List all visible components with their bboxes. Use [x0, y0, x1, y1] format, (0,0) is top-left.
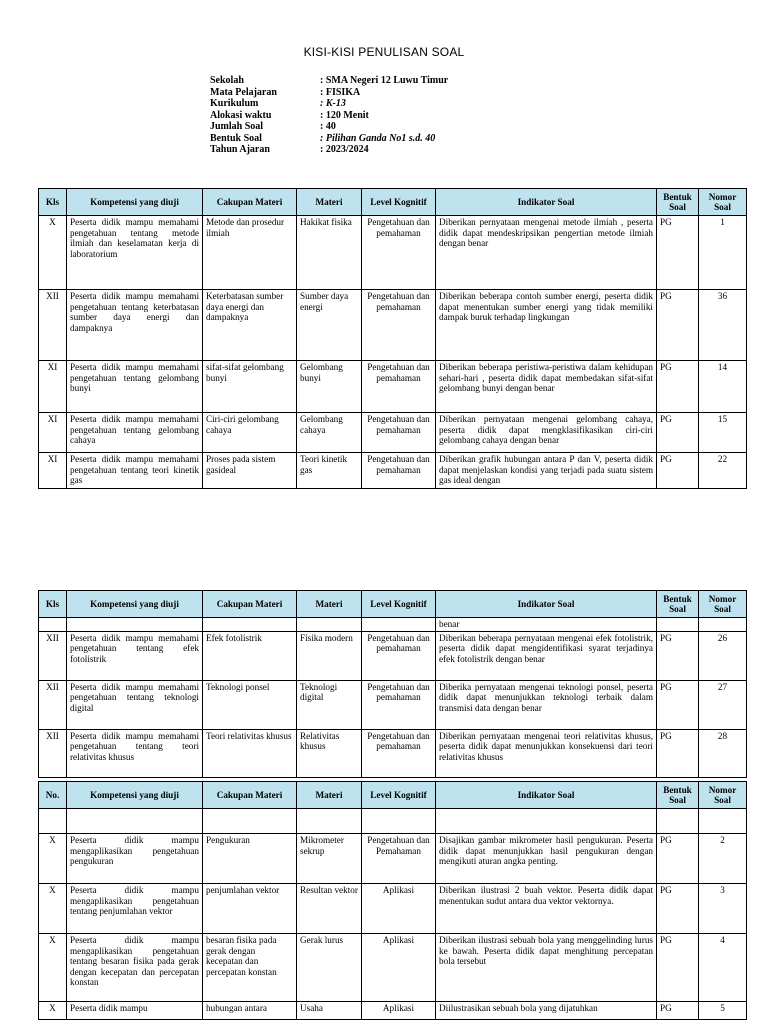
header-bentuk: Bentuk Soal [657, 782, 699, 809]
meta-value: : FISIKA [320, 86, 361, 98]
header-indikator: Indikator Soal [436, 591, 657, 618]
meta-label: Tahun Ajaran [210, 144, 270, 155]
cell-materi [297, 618, 362, 632]
cell-materi: Usaha [297, 1002, 362, 1020]
cell-cakupan: sifat-sifat gelombang bunyi [203, 361, 297, 413]
cell-nomor: 5 [699, 1002, 747, 1020]
cell-cakupan [203, 809, 297, 834]
cell-kls: XI [39, 361, 67, 413]
header-nomor: Nomor Soal [699, 189, 747, 216]
header-bentuk: Bentuk Soal [657, 189, 699, 216]
cell-kls: XII [39, 729, 67, 777]
meta-label: Kurikulum [210, 98, 259, 109]
cell-kls [39, 618, 67, 632]
cell-kompetensi: Peserta didik mampu [67, 1002, 203, 1020]
cell-level: Aplikasi [362, 934, 436, 1002]
cell-kls: XII [39, 631, 67, 680]
cell-cakupan: Proses pada sistem gasideal [203, 453, 297, 489]
meta-row [210, 98, 448, 110]
meta-row [210, 133, 448, 145]
cell-bentuk: PG [657, 631, 699, 680]
table-row [39, 834, 747, 884]
meta-value: : SMA Negeri 12 Luwu Timur [320, 75, 449, 86]
cell-materi: Gerak lurus [297, 934, 362, 1002]
meta-value: : 40 [320, 121, 336, 132]
grid-table-1 [38, 188, 747, 489]
page-title: KISI-KISI PENULISAN SOAL [303, 45, 465, 59]
meta-value: : 120 Menit [320, 109, 369, 121]
cell-kls: X [39, 934, 67, 1002]
cell-indikator [436, 809, 657, 834]
cell-indikator: Diberika pernyataan mengenai teknologi ponsel, peserta didik dapat menunjukkan teknologi terbaik dalam transmisi data dengan benar [436, 680, 657, 729]
meta-label: Sekolah [210, 75, 244, 86]
cell-indikator: Diberikan beberapa peristiwa-peristiwa dalam kehidupan sehari-hari , peserta didik dapat membedakan sifat-sifat gelombang bunyi dengan benar [436, 361, 657, 413]
table-row [39, 884, 747, 934]
cell-indikator: Diilustrasikan sebuah bola yang dijatuhkan [436, 1002, 657, 1020]
cell-indikator: Disajikan gambar mikrometer hasil pengukuran. Peserta didik dapat menunjukkan hasil pengukuran dengan mengikuti aturan angka penting. [436, 834, 657, 884]
meta-row [210, 87, 448, 99]
cell-level [362, 809, 436, 834]
cell-cakupan: hubungan antara [203, 1002, 297, 1020]
cell-bentuk: PG [657, 1002, 699, 1020]
cell-kompetensi: Peserta didik mampu memahami pengetahuan tentang teknologi digital [67, 680, 203, 729]
cell-level: Pengetahuan dan Pemahaman [362, 834, 436, 884]
header-nomor: Nomor Soal [699, 591, 747, 618]
table-row [39, 290, 747, 361]
cell-materi: Teknologi digital [297, 680, 362, 729]
table-row [39, 934, 747, 1002]
cell-kompetensi: Peserta didik mampu memahami pengetahuan tentang efek fotolistrik [67, 631, 203, 680]
header-kompetensi: Kompetensi yang diuji [67, 591, 203, 618]
document-meta [210, 75, 448, 156]
meta-label: Mata Pelajaran [210, 86, 277, 98]
cell-bentuk: PG [657, 413, 699, 453]
cell-level: Pengetahuan dan pemahaman [362, 216, 436, 290]
cell-nomor: 28 [699, 729, 747, 777]
meta-value: : Pilihan Ganda No1 s.d. 40 [320, 132, 436, 144]
cell-nomor [699, 809, 747, 834]
header-cakupan: Cakupan Materi [203, 591, 297, 618]
table-row [39, 809, 747, 834]
header-cakupan: Cakupan Materi [203, 189, 297, 216]
cell-bentuk: PG [657, 361, 699, 413]
cell-indikator: benar [436, 618, 657, 632]
cell-kls: X [39, 1002, 67, 1020]
cell-nomor: 36 [699, 290, 747, 361]
cell-cakupan [203, 618, 297, 632]
table-row [39, 361, 747, 413]
cell-materi: Resultan vektor [297, 884, 362, 934]
cell-kompetensi [67, 809, 203, 834]
cell-materi: Teori kinetik gas [297, 453, 362, 489]
cell-indikator: Diberikan pernyataan mengenai gelombang cahaya, peserta didik dapat mengklasifikasikan ciri-ciri gelombang cahaya dengan benar [436, 413, 657, 453]
cell-bentuk: PG [657, 680, 699, 729]
cell-bentuk: PG [657, 884, 699, 934]
header-level: Level Kognitif [362, 782, 436, 809]
cell-level [362, 618, 436, 632]
cell-kompetensi: Peserta didik mampu memahami pengetahuan tentang gelombang bunyi [67, 361, 203, 413]
header-kompetensi: Kompetensi yang diuji [67, 782, 203, 809]
table-header-row [39, 189, 747, 216]
cell-level: Pengetahuan dan pemahaman [362, 453, 436, 489]
cell-cakupan: Pengukuran [203, 834, 297, 884]
grid-table-2 [38, 590, 747, 778]
cell-bentuk: PG [657, 216, 699, 290]
cell-kompetensi [67, 618, 203, 632]
cell-level: Pengetahuan dan pemahaman [362, 631, 436, 680]
header-materi: Materi [297, 782, 362, 809]
header-indikator: Indikator Soal [436, 189, 657, 216]
meta-value: : K-13 [320, 98, 346, 109]
cell-materi: Gelombang cahaya [297, 413, 362, 453]
header-level: Level Kognitif [362, 591, 436, 618]
cell-nomor [699, 618, 747, 632]
cell-indikator: Diberikan grafik hubungan antara P dan V, peserta didik dapat menjelaskan kondisi yang terjadi pada suatu sistem gas ideal dengan [436, 453, 657, 489]
cell-kompetensi: Peserta didik mampu mengaplikasikan pengetahuan tentang besaran fisika pada gerak dengan kecepatan dan percepatan konstan [67, 934, 203, 1002]
cell-materi: Gelombang bunyi [297, 361, 362, 413]
cell-level: Pengetahuan dan pemahaman [362, 361, 436, 413]
cell-level: Pengetahuan dan pemahaman [362, 413, 436, 453]
cell-kompetensi: Peserta didik mampu memahami pengetahuan tentang teori kinetik gas [67, 453, 203, 489]
cell-bentuk: PG [657, 290, 699, 361]
cell-indikator: Diberikan ilustrasi 2 buah vektor. Peserta didik dapat menentukan sudut antara dua vektor vektornya. [436, 884, 657, 934]
header-no: No. [39, 782, 67, 809]
table-row [39, 453, 747, 489]
meta-label: Jumlah Soal [210, 121, 264, 132]
cell-indikator: Diberikan pernyataan mengenai metode ilmiah , peserta didik dapat mendeskripsikan pengertian metode ilmiah dengan benar [436, 216, 657, 290]
meta-row [210, 75, 448, 87]
cell-cakupan: Ciri-ciri gelombang cahaya [203, 413, 297, 453]
cell-nomor: 2 [699, 834, 747, 884]
cell-bentuk: PG [657, 453, 699, 489]
cell-kls: XI [39, 413, 67, 453]
header-kls: Kls [39, 591, 67, 618]
table-row [39, 618, 747, 632]
cell-cakupan: Efek fotolistrik [203, 631, 297, 680]
cell-level: Pengetahuan dan pemahaman [362, 680, 436, 729]
cell-nomor: 22 [699, 453, 747, 489]
grid-table-3 [38, 781, 747, 1020]
cell-kompetensi: Peserta didik mampu memahami pengetahuan tentang metode ilmiah dan keselamatan kerja di laboratorium [67, 216, 203, 290]
cell-indikator: Diberikan ilustrasi sebuah bola yang menggelinding lurus ke bawah. Peserta didik dapat menghitung percepatan bola tersebut [436, 934, 657, 1002]
cell-kls: X [39, 884, 67, 934]
cell-kls: XII [39, 680, 67, 729]
header-level: Level Kognitif [362, 189, 436, 216]
cell-cakupan: Teori relativitas khusus [203, 729, 297, 777]
header-materi: Materi [297, 189, 362, 216]
cell-bentuk: PG [657, 834, 699, 884]
cell-materi: Relativitas khusus [297, 729, 362, 777]
header-materi: Materi [297, 591, 362, 618]
header-nomor: Nomor Soal [699, 782, 747, 809]
cell-level: Aplikasi [362, 1002, 436, 1020]
cell-kls: X [39, 834, 67, 884]
header-indikator: Indikator Soal [436, 782, 657, 809]
meta-value: : 2023/2024 [320, 144, 369, 155]
cell-level: Pengetahuan dan pemahaman [362, 729, 436, 777]
cell-materi: Sumber daya energi [297, 290, 362, 361]
cell-indikator: Diberikan beberapa contoh sumber energi, peserta didik dapat menentukan sumber energi yang tidak memiliki dampak buruk terhadap lingkungan [436, 290, 657, 361]
cell-kls: XII [39, 290, 67, 361]
cell-indikator: Diberikan beberapa pernyataan mengenai efek fotolistrik, peserta didik dapat mengidentifikasi syarat terjadinya efek fotolistrik dengan benar [436, 631, 657, 680]
header-kompetensi: Kompetensi yang diuji [67, 189, 203, 216]
table-row [39, 680, 747, 729]
header-kls: Kls [39, 189, 67, 216]
cell-kls [39, 809, 67, 834]
table-row [39, 1002, 747, 1020]
meta-label: Bentuk Soal [210, 132, 262, 144]
cell-kompetensi: Peserta didik mampu mengaplikasikan pengetahuan pengukuran [67, 834, 203, 884]
table-row [39, 216, 747, 290]
cell-cakupan: besaran fisika pada gerak dengan kecepatan dan percepatan konstan [203, 934, 297, 1002]
cell-bentuk: PG [657, 934, 699, 1002]
cell-nomor: 4 [699, 934, 747, 1002]
cell-materi: Fisika modern [297, 631, 362, 680]
meta-row [210, 121, 448, 133]
cell-cakupan: Teknologi ponsel [203, 680, 297, 729]
cell-materi: Mikrometer sekrup [297, 834, 362, 884]
table-row [39, 413, 747, 453]
cell-kompetensi: Peserta didik mampu memahami pengetahuan tentang gelombang cahaya [67, 413, 203, 453]
table-header-row [39, 782, 747, 809]
header-cakupan: Cakupan Materi [203, 782, 297, 809]
cell-kompetensi: Peserta didik mampu mengaplikasikan pengetahuan tentang penjumlahan vektor [67, 884, 203, 934]
cell-cakupan: Metode dan prosedur ilmiah [203, 216, 297, 290]
cell-cakupan: penjumlahan vektor [203, 884, 297, 934]
table-header-row [39, 591, 747, 618]
cell-nomor: 27 [699, 680, 747, 729]
cell-nomor: 3 [699, 884, 747, 934]
cell-nomor: 14 [699, 361, 747, 413]
cell-indikator: Diberikan pernyataan mengenai teori relativitas khusus, peserta didik dapat menunjukkan konsekuensi dari teori relativitas khusus [436, 729, 657, 777]
cell-kompetensi: Peserta didik mampu memahami pengetahuan tentang keterbatasan sumber daya energi dan dampaknya [67, 290, 203, 361]
cell-nomor: 1 [699, 216, 747, 290]
cell-cakupan: Keterbatasan sumber daya energi dan dampaknya [203, 290, 297, 361]
cell-kls: X [39, 216, 67, 290]
cell-nomor: 26 [699, 631, 747, 680]
cell-materi [297, 809, 362, 834]
cell-level: Aplikasi [362, 884, 436, 934]
table-row [39, 631, 747, 680]
meta-row [210, 144, 448, 156]
cell-nomor: 15 [699, 413, 747, 453]
cell-level: Pengetahuan dan pemahaman [362, 290, 436, 361]
cell-bentuk [657, 618, 699, 632]
cell-kls: XI [39, 453, 67, 489]
cell-bentuk [657, 809, 699, 834]
meta-label: Alokasi waktu [210, 109, 272, 121]
cell-kompetensi: Peserta didik mampu memahami pengetahuan tentang teori relativitas khusus [67, 729, 203, 777]
cell-bentuk: PG [657, 729, 699, 777]
header-bentuk: Bentuk Soal [657, 591, 699, 618]
table-row [39, 729, 747, 777]
cell-materi: Hakikat fisika [297, 216, 362, 290]
meta-row [210, 110, 448, 122]
